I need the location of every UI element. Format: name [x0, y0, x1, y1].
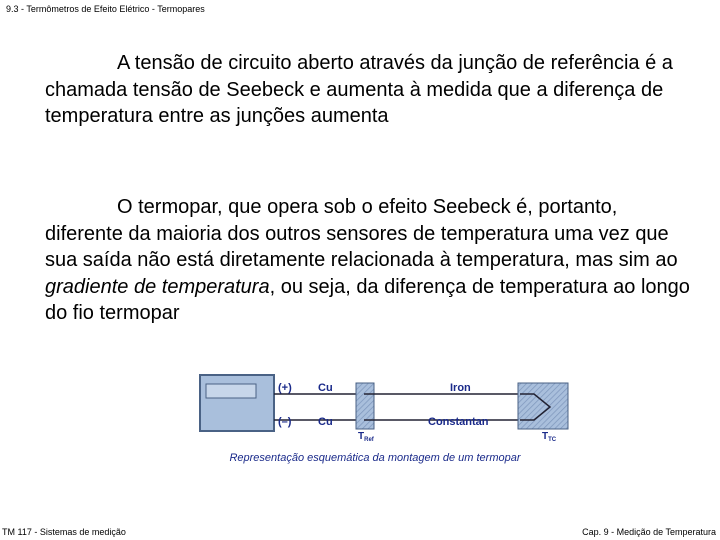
footer-chapter: Cap. 9 - Medição de Temperatura	[582, 527, 716, 537]
thermocouple-diagram	[198, 372, 578, 448]
figure-caption: Representação esquemática da montagem de um termopar	[229, 452, 521, 464]
reference-junction-block	[356, 383, 374, 429]
negative-terminal-label: (–)	[278, 416, 292, 428]
copper-label-bottom: Cu	[318, 416, 333, 428]
t-ref-label: $T_{Ref}$	[358, 431, 374, 443]
positive-terminal-label: (+)	[278, 382, 292, 394]
voltmeter-display	[206, 384, 256, 398]
constantan-label: Constantan	[428, 416, 489, 428]
paragraph-2-text-after: , ou seja, da diferença de temperatura ao longo do fio termopar	[45, 275, 690, 324]
t-tc-label: $T_{TC}$	[542, 431, 557, 443]
sensing-junction-block	[518, 383, 568, 429]
slide-header: 9.3 - Termômetros de Efeito Elétrico - Termopares	[6, 4, 205, 14]
copper-label-top: Cu	[318, 382, 333, 394]
iron-label: Iron	[450, 382, 471, 394]
paragraph-thermocouple	[45, 194, 695, 327]
paragraph-2-text-before: O termopar, que opera sob o efeito Seebeck é, portanto, diferente da maioria dos outros sensores de temperatura uma vez que sua saída não está diretamente relacionada à temperatura, mas sim ao	[45, 196, 678, 271]
footer-course: TM 117 - Sistemas de medição	[2, 527, 126, 537]
voltmeter-box	[200, 375, 274, 431]
paragraph-2-emphasis: gradiente de temperatura	[45, 275, 270, 298]
paragraph-1-text: A tensão de circuito aberto através da junção de referência é a chamada tensão de Seebeck e aumenta à medida que a diferença de temperatura entre as junções aumenta	[45, 52, 673, 127]
paragraph-seebeck-voltage	[45, 50, 695, 130]
